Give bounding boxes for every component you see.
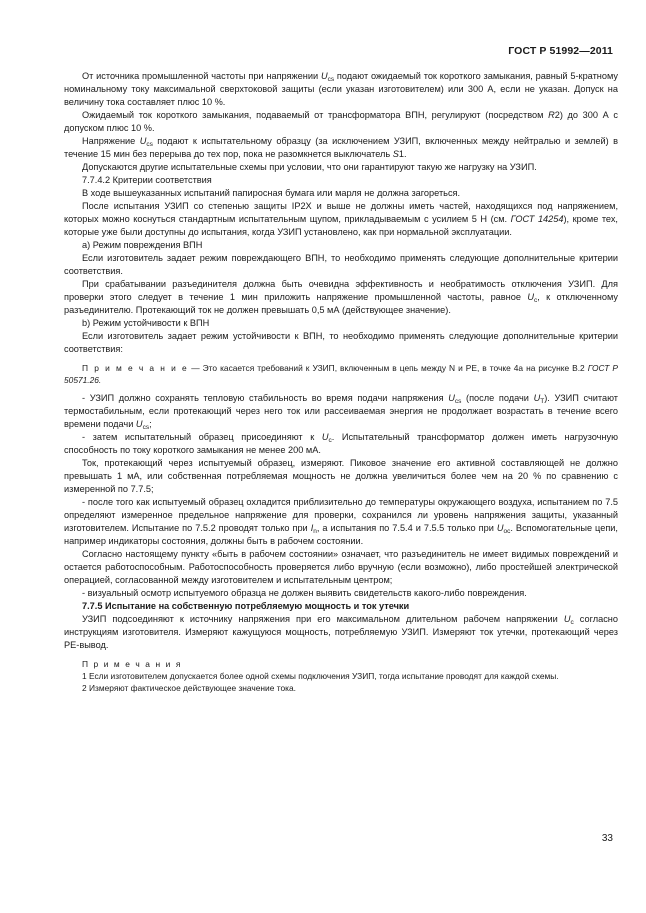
note: 2 Измеряют фактическое действующее значение тока.	[82, 683, 296, 693]
paragraph: Напряжение $U_{cs}$ подают к испытательному образцу (за исключением УЗИП, включенных между нейтралью и землей) в течение 15 мин без перерыва до тех пор, пока не разомкнется выключатель S1.	[64, 136, 618, 159]
paragraph: При срабатывании разъединителя должна быть очевидна эффективность и необратимость отключения УЗИП. Для проверки этого следует в течение 1 мин приложить напряжение промышленной частоты, равное $U_c$, к отключенному разъединителю. Протекающий ток не должен превышать 0,5 мА (действующее значение).	[64, 279, 618, 315]
page-number: 33	[601, 833, 613, 844]
standard-reference: ГОСТ Р 50571.26.	[64, 363, 618, 385]
paragraph: Если изготовитель задает режим повреждающего ВПН, то необходимо применять следующие дополнительные критерии соответствия.	[64, 253, 618, 276]
section-heading: 7.7.5 Испытание на собственную потребляемую мощность и ток утечки	[82, 601, 410, 611]
paragraph: Ожидаемый ток короткого замыкания, подаваемый от трансформатора ВПН, регулируют (посредством R2) до 300 А с допуском плюс 10 %.	[64, 110, 618, 133]
notes-label: П р и м е ч а н и я	[82, 659, 182, 669]
paragraph: Допускаются другие испытательные схемы при условии, что они гарантируют такую же нагрузку на УЗИП.	[82, 162, 537, 172]
document-header: ГОСТ Р 51992—2011	[508, 45, 613, 57]
note: 1 Если изготовителем допускается более одной схемы подключения УЗИП, тогда испытание проводят для каждой схемы.	[82, 671, 559, 681]
paragraph: От источника промышленной частоты при напряжении $U_{cs}$ подают ожидаемый ток короткого замыкания, равный 5-кратному номинальному току максимальной сверхтоковой защиты (если указан изготовителем) или 300 А, если не указан. Допуск на величину тока составляет плюс 10 %.	[64, 71, 618, 107]
note: П р и м е ч а н и е — Это касается требований к УЗИП, включенным в цепь между N и PE, в точке 4а на рисунке В.2 ГОСТ Р 50571.26.	[64, 363, 618, 385]
paragraph: - после того как испытуемый образец охладится приблизительно до температуры окружающего воздуха, испытанием по 7.5 определяют измеренное предельное напряжение для проверки, сохранился ли уровень напряжения защиты, указанный изготовителем. Испытание по 7.5.2 проводят только при $I_n$, а испытания по 7.5.4 и 7.5.5 только при $U_{oc}$. Вспомогательные цепи, например индикаторы состояния, должны быть в рабочем состоянии.	[64, 497, 618, 546]
paragraph: УЗИП подсоединяют к источнику напряжения при его максимальном длительном рабочем напряжении $U_c$ согласно инструкциям изготовителя. Измеряют кажущуюся мощность, потребляемую УЗИП. Измеряют ток утечки, протекающий через PE-вывод.	[64, 614, 618, 650]
paragraph: В ходе вышеуказанных испытаний папиросная бумага или марля не должна загореться.	[82, 188, 461, 198]
standard-reference: ГОСТ 14254	[510, 214, 564, 224]
paragraph: - затем испытательный образец присоединяют к $U_c$. Испытательный трансформатор должен иметь нагрузочную способность по току короткого замыкания не менее 200 мА.	[64, 432, 618, 455]
list-heading: b) Режим устойчивости к ВПН	[82, 318, 210, 328]
list-heading: a) Режим повреждения ВПН	[82, 240, 203, 250]
clause-heading: 7.7.4.2 Критерии соответствия	[82, 175, 212, 185]
paragraph: Если изготовитель задает режим устойчивости к ВПН, то необходимо применять следующие дополнительные критерии соответствия:	[64, 331, 618, 354]
paragraph: Ток, протекающий через испытуемый образец, измеряют. Пиковое значение его активной составляющей не должно превышать 1 мА, или собственная потребляемая мощность не должна увеличиться более чем на 20 % по сравнению с измеренной по 7.7.5;	[64, 458, 618, 494]
paragraph: После испытания УЗИП со степенью защиты IP2X и выше не должны иметь частей, находящихся под напряжением, которых можно коснуться стандартным испытательным щупом, прикладываемым с усилием 5 Н (см. ГОСТ 14254), кроме тех, которые уже были доступны до испытания, когда УЗИП установлено, как при нормальной эксплуатации.	[64, 201, 618, 237]
paragraph: - визуальный осмотр испытуемого образца не должен выявить свидетельств какого-либо повреждения.	[82, 588, 527, 598]
paragraph: - УЗИП должно сохранять тепловую стабильность во время подачи напряжения $U_{cs}$ (после подачи $U_T$). УЗИП считают термостабильным, если протекающий через него ток или рассеиваемая энергия не продолжает возрастать в течение всего времени подачи $U_{cs}$;	[64, 393, 618, 431]
page-body	[64, 70, 618, 694]
paragraph: Согласно настоящему пункту «быть в рабочем состоянии» означает, что разъединитель не имеет видимых повреждений и остается работоспособным. Работоспособность проверяется либо вручную (если возможно), либо простейшей электрической операцией, согласованной между изготовителем и испытательным центром;	[64, 549, 618, 585]
